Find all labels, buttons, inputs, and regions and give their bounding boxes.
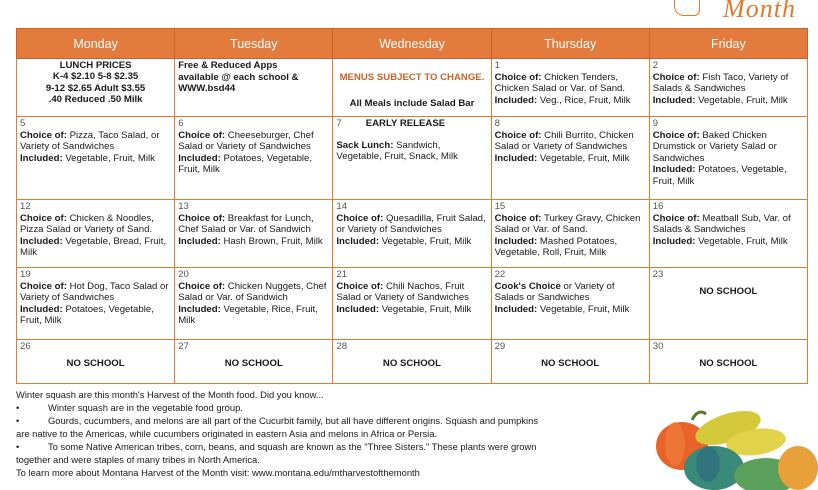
day-cell-13 bbox=[175, 200, 333, 268]
weekday-header-row bbox=[17, 29, 808, 59]
included-text: Vegetable, Fruit, Milk bbox=[65, 152, 155, 164]
choice-label: Choice of: bbox=[336, 212, 384, 224]
lunch-menu-calendar bbox=[16, 28, 808, 384]
bullet-icon: • bbox=[16, 441, 20, 452]
note-bullet-3 bbox=[16, 440, 606, 453]
choice-text: or Variety of Salads or Sandwiches bbox=[494, 280, 615, 304]
day-number: 23 bbox=[652, 269, 664, 280]
choice-text: Cheeseburger, Chef Salad or Variety of Sandwiches bbox=[178, 129, 314, 153]
day-cell-1 bbox=[491, 59, 649, 117]
day-cell-29 bbox=[491, 340, 649, 384]
choice-label: Choice of: bbox=[20, 280, 67, 292]
stem-shape bbox=[692, 412, 706, 420]
day-number: 30 bbox=[652, 341, 664, 352]
note-text: To some Native American tribes, corn, beans, and squash are known as the "Three Sisters." These plants were grown bbox=[48, 441, 537, 452]
apps-line: available @ each school & bbox=[178, 71, 299, 83]
harvest-month-title-art: Month bbox=[723, 0, 796, 23]
day-number: 27 bbox=[178, 341, 189, 352]
included-text: Potatoes, Vegetable, Fruit, Milk bbox=[20, 303, 154, 327]
included-text: Vegetable, Fruit, Milk bbox=[698, 94, 788, 106]
day-cell-28 bbox=[333, 340, 491, 384]
day-cell-8 bbox=[491, 117, 649, 200]
apps-link[interactable]: WWW.bsd44 bbox=[178, 83, 236, 95]
choice-label: Choice of: bbox=[178, 280, 226, 292]
choice-label: Choice of: bbox=[494, 129, 542, 141]
pumpkin-rib bbox=[665, 422, 685, 466]
included-text: Veg., Rice, Fruit, Milk bbox=[539, 94, 631, 106]
day-cell-23 bbox=[649, 268, 807, 340]
included-label: Included: bbox=[20, 152, 63, 164]
day-number: 15 bbox=[494, 201, 506, 212]
no-school-label: NO SCHOOL bbox=[699, 357, 758, 369]
choice-label: Choice of: bbox=[494, 71, 542, 83]
choice-label: Choice of: bbox=[336, 280, 384, 292]
choice-text: Chicken Tenders, Chicken Salad or Var. of Sand. bbox=[494, 71, 626, 95]
day-number: 13 bbox=[178, 201, 189, 212]
week-row-5 bbox=[17, 340, 808, 384]
montana-outline-icon bbox=[674, 0, 700, 16]
included-label: Included: bbox=[494, 303, 538, 315]
included-label: Included: bbox=[494, 152, 538, 164]
included-text: Vegetable, Fruit, Milk bbox=[539, 152, 630, 164]
included-text: Vegetable, Fruit, Milk bbox=[698, 235, 788, 247]
notes-outro-link[interactable]: To learn more about Montana Harvest of the Month visit: www.montana.edu/mtharvestofthemonth bbox=[16, 467, 420, 478]
day-number: 6 bbox=[178, 118, 184, 129]
day-number: 9 bbox=[652, 118, 659, 129]
choice-text: Chili Burrito, Chicken Salad or Variety of Sandwiches bbox=[494, 129, 634, 153]
included-label: Included: bbox=[178, 235, 221, 247]
choice-text: Chili Nachos, Fruit Salad or Variety of Sandwiches bbox=[336, 280, 469, 304]
apps-line: Free & Reduced Apps bbox=[178, 60, 278, 71]
day-number: 22 bbox=[494, 269, 506, 280]
no-school-label: NO SCHOOL bbox=[382, 357, 442, 369]
choice-label: Choice of: bbox=[178, 212, 226, 224]
bullet-icon: • bbox=[16, 402, 20, 413]
day-number: 1 bbox=[494, 60, 500, 71]
day-cell-5 bbox=[17, 117, 175, 200]
menus-subject-to-change: MENUS SUBJECT TO CHANGE. bbox=[339, 72, 485, 83]
choice-label: Choice of: bbox=[652, 212, 700, 224]
included-label: Included: bbox=[336, 303, 380, 315]
choice-text: Quesadilla, Fruit Salad, or Variety of Sandwiches bbox=[336, 212, 486, 236]
included-label: Included: bbox=[178, 303, 221, 315]
included-text: Hash Brown, Fruit, Milk bbox=[223, 235, 323, 247]
day-cell-14 bbox=[333, 200, 491, 268]
day-cell-21 bbox=[333, 268, 491, 340]
cooks-choice-label: Cook's Choice bbox=[494, 280, 561, 292]
lunch-price-line: 9-12 $2.65 Adult $3.55 bbox=[45, 82, 146, 94]
choice-label: Choice of: bbox=[494, 212, 542, 224]
included-text: Potatoes, Vegetable, Fruit, Milk bbox=[652, 164, 787, 187]
day-cell-7 bbox=[333, 117, 491, 200]
no-school-label: NO SCHOOL bbox=[224, 357, 283, 369]
day-number: 8 bbox=[494, 118, 500, 129]
day-number: 2 bbox=[652, 60, 659, 71]
sack-lunch-label: Sack Lunch: bbox=[336, 139, 394, 151]
day-number: 26 bbox=[20, 341, 31, 352]
notes-intro: Winter squash are this month's Harvest of the Month food. Did you know... bbox=[16, 389, 324, 400]
day-cell-26 bbox=[17, 340, 175, 384]
day-cell-2 bbox=[649, 59, 807, 117]
choice-text: Chicken Nuggets, Chef Salad or Var. of Sandwich bbox=[178, 280, 327, 304]
included-label: Included: bbox=[20, 235, 63, 247]
day-number: 28 bbox=[336, 341, 348, 352]
week-row-4 bbox=[17, 268, 808, 340]
week-row-2 bbox=[17, 117, 808, 200]
choice-text: Fish Taco, Variety of Salads & Sandwiches bbox=[652, 71, 789, 95]
choice-text: Breakfast for Lunch, Chef Salad or Var. of Sandwich bbox=[178, 212, 314, 236]
day-cell-27 bbox=[175, 340, 333, 384]
no-school-label: NO SCHOOL bbox=[66, 357, 125, 369]
included-label: Included: bbox=[494, 235, 538, 247]
note-continuation: together and were staples of many tribes in North America. bbox=[16, 454, 260, 465]
choice-text: Chicken & Noodles, Pizza Salad or Variety of Sand. bbox=[20, 212, 154, 236]
week-row-1 bbox=[17, 59, 808, 117]
day-number: 16 bbox=[652, 201, 664, 212]
note-bullet-2 bbox=[16, 414, 606, 427]
note-text: Gourds, cucumbers, and melons are all part of the Cucurbit family, but all have different origins. Squash and pumpkins bbox=[48, 415, 539, 426]
day-cell-22 bbox=[491, 268, 649, 340]
free-reduced-apps-cell bbox=[175, 59, 333, 117]
included-label: Included: bbox=[178, 152, 221, 164]
day-cell-16 bbox=[649, 200, 807, 268]
lunch-price-line: K-4 $2.10 5-8 $2.35 bbox=[52, 71, 139, 83]
day-number: 20 bbox=[178, 269, 189, 280]
included-text: Vegetable, Rice, Fruit, Milk bbox=[178, 303, 318, 327]
day-number: 7 bbox=[336, 118, 342, 129]
header-monday: Monday bbox=[17, 29, 175, 59]
included-text: Potatoes, Vegetable, Fruit, Milk bbox=[178, 152, 313, 176]
lunch-prices-title: LUNCH PRICES bbox=[59, 60, 132, 71]
day-cell-30 bbox=[649, 340, 807, 384]
day-number: 5 bbox=[20, 118, 26, 129]
choice-label: Choice of: bbox=[20, 129, 67, 141]
day-number: 14 bbox=[336, 201, 348, 212]
choice-text: Hot Dog, Taco Salad or Variety of Sandwiches bbox=[20, 280, 169, 304]
choice-label: Choice of: bbox=[178, 129, 226, 141]
choice-label: Choice of: bbox=[20, 212, 67, 224]
included-text: Mashed Potatoes, Vegetable, Roll, Fruit, Milk bbox=[494, 235, 618, 259]
header-thursday: Thursday bbox=[491, 29, 649, 59]
choice-text: Baked Chicken Drumstick or Variety Salad or Sandwiches bbox=[652, 129, 777, 164]
lunch-price-line: .40 Reduced .50 Milk bbox=[48, 94, 143, 106]
included-text: Vegetable, Fruit, Milk bbox=[539, 303, 630, 315]
bullet-icon: • bbox=[16, 415, 20, 426]
salad-bar-note: All Meals include Salad Bar bbox=[349, 97, 475, 109]
winter-squash-illustration bbox=[630, 398, 818, 490]
included-text: Vegetable, Fruit, Milk bbox=[381, 303, 472, 315]
included-label: Included: bbox=[652, 94, 696, 106]
included-label: Included: bbox=[652, 164, 696, 176]
included-label: Included: bbox=[494, 94, 538, 106]
choice-text: Meatball Sub, Var. of Salads & Sandwiches bbox=[652, 212, 791, 236]
choice-text: Turkey Gravy, Chicken Salad or Var. of Sand. bbox=[494, 212, 641, 236]
choice-label: Choice of: bbox=[652, 71, 700, 83]
squash-orange bbox=[778, 446, 818, 490]
day-number: 19 bbox=[20, 269, 31, 280]
menu-notice-cell bbox=[333, 59, 491, 117]
day-cell-15 bbox=[491, 200, 649, 268]
lunch-prices-cell bbox=[17, 59, 175, 117]
note-text: Winter squash are in the vegetable food group. bbox=[48, 402, 243, 413]
day-cell-12 bbox=[17, 200, 175, 268]
choice-text: Pizza, Taco Salad, or Variety of Sandwiches bbox=[20, 129, 160, 153]
day-cell-20 bbox=[175, 268, 333, 340]
no-school-label: NO SCHOOL bbox=[541, 357, 600, 369]
day-number: 12 bbox=[20, 201, 31, 212]
note-bullet-1 bbox=[16, 401, 606, 414]
early-release-heading: EARLY RELEASE bbox=[365, 118, 446, 129]
included-text: Vegetable, Bread, Fruit, Milk bbox=[20, 235, 167, 259]
header-tuesday: Tuesday bbox=[175, 29, 333, 59]
day-number: 29 bbox=[494, 341, 506, 352]
day-cell-6 bbox=[175, 117, 333, 200]
day-cell-9 bbox=[649, 117, 807, 200]
squash-stripe bbox=[696, 446, 720, 482]
harvest-of-month-notes bbox=[16, 388, 606, 479]
included-label: Included: bbox=[20, 303, 63, 315]
header-wednesday: Wednesday bbox=[333, 29, 491, 59]
included-text: Vegetable, Fruit, Milk bbox=[381, 235, 472, 247]
included-label: Included: bbox=[336, 235, 380, 247]
note-continuation: are native to the Americas, while cucumbers originated in eastern Asia and melons in Africa or Persia. bbox=[16, 428, 438, 439]
header-friday: Friday bbox=[649, 29, 807, 59]
included-label: Included: bbox=[652, 235, 696, 247]
week-row-3 bbox=[17, 200, 808, 268]
no-school-label: NO SCHOOL bbox=[699, 285, 758, 297]
sack-lunch-text: Sandwich, Vegetable, Fruit, Snack, Milk bbox=[336, 139, 458, 163]
day-cell-19 bbox=[17, 268, 175, 340]
choice-label: Choice of: bbox=[652, 129, 700, 141]
day-number: 21 bbox=[336, 269, 348, 280]
